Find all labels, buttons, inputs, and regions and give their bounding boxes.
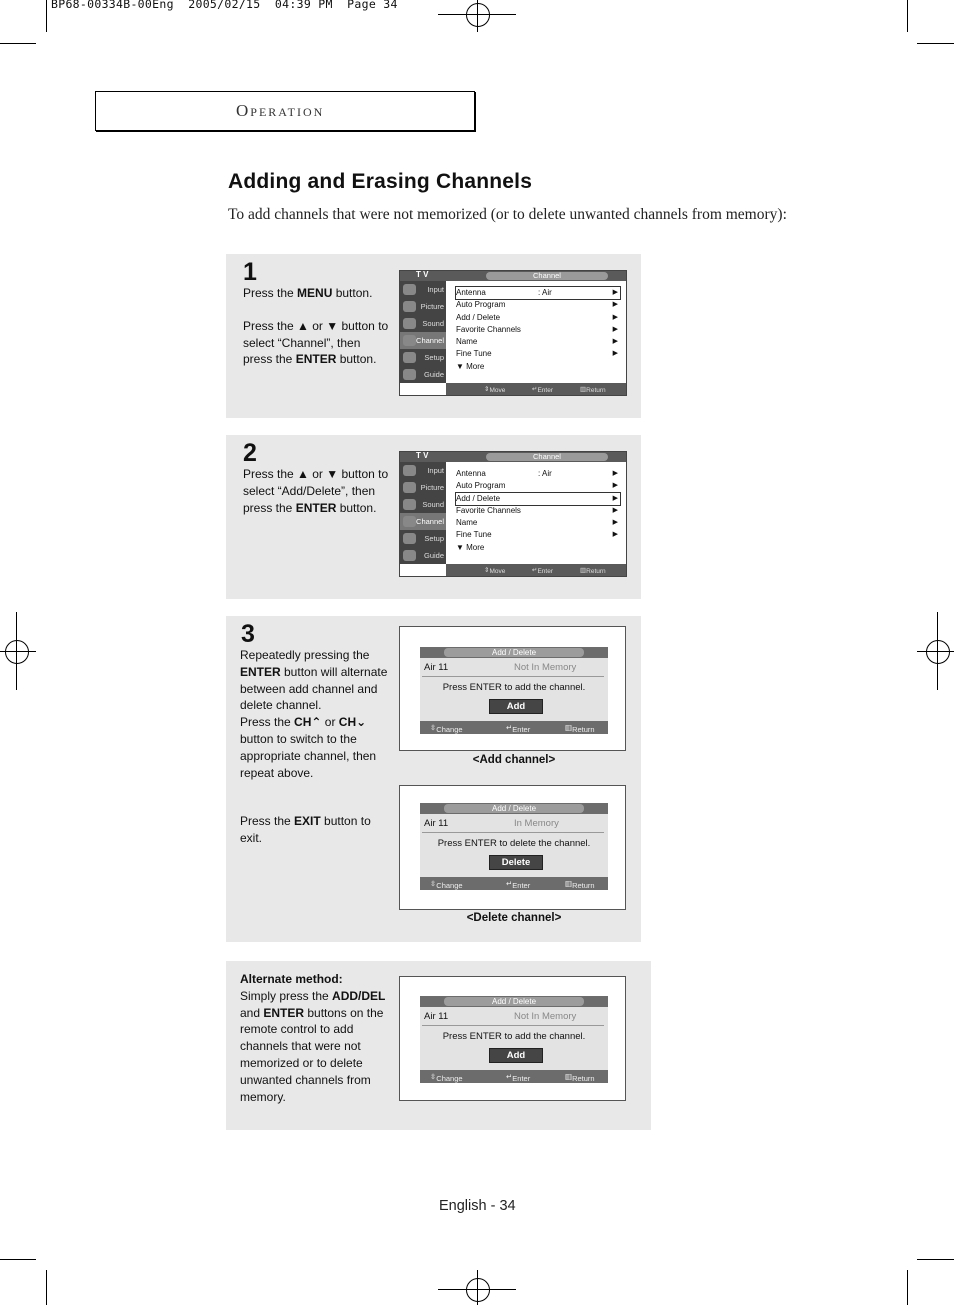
- menu-item-favorite-channels[interactable]: Favorite Channels ▶: [456, 324, 620, 336]
- channel-label: Air 11: [424, 1011, 449, 1022]
- step-3-instructions: [240, 647, 390, 781]
- arrow-down-icon: ▼: [456, 361, 467, 371]
- menu-item-fine-tune[interactable]: Fine Tune ▶: [456, 348, 620, 360]
- dialog-message: Press ENTER to add the channel.: [442, 682, 586, 693]
- arrow-right-icon: ▶: [612, 506, 618, 514]
- sidebar-item-setup[interactable]: Setup: [400, 530, 446, 547]
- tv-menu-list: [456, 468, 620, 554]
- move-hint: ⇕ Move: [484, 386, 506, 394]
- page-title: Adding and Erasing Channels: [228, 170, 533, 193]
- crop-mark: [16, 612, 17, 690]
- arrow-right-icon: ▶: [612, 289, 618, 296]
- registration-mark-icon: [466, 3, 490, 27]
- memory-status: In Memory: [514, 818, 559, 829]
- arrow-right-icon: ▶: [612, 519, 618, 527]
- sidebar-item-picture[interactable]: Picture: [400, 479, 446, 496]
- paragraph: Press the EXIT button to exit.: [240, 814, 371, 845]
- tv-menu-list: [456, 287, 620, 373]
- sidebar-item-sound[interactable]: Sound: [400, 315, 446, 332]
- dialog-title: Add / Delete: [444, 648, 584, 657]
- caption-add-channel: <Add channel>: [472, 754, 556, 766]
- crop-mark: [477, 0, 478, 32]
- arrow-right-icon: ▶: [612, 301, 618, 309]
- sidebar-item-input[interactable]: Input: [400, 462, 446, 479]
- setup-icon: [403, 352, 416, 363]
- menu-item-auto-program[interactable]: Auto Program ▶: [456, 299, 620, 311]
- enter-hint: ↵ Enter: [532, 567, 553, 575]
- tv-menu-title: Channel: [486, 272, 608, 280]
- crop-mark: [917, 43, 954, 44]
- dialog-footer: [420, 877, 608, 890]
- sound-icon: [403, 499, 416, 510]
- tv-menu-footer: [446, 383, 626, 395]
- section-header: [95, 91, 475, 131]
- channel-label: Air 11: [424, 818, 449, 829]
- section-label: Operation: [236, 101, 325, 120]
- crop-mark: [477, 1270, 478, 1305]
- add-button[interactable]: Add: [489, 699, 543, 714]
- paragraph: Press the ▲ or ▼ button to select “Add/Delete”, then press the ENTER button.: [243, 467, 389, 515]
- sidebar-item-setup[interactable]: Setup: [400, 349, 446, 366]
- enter-hint: ↵ Enter: [506, 723, 531, 734]
- step-2-instructions: [243, 466, 393, 516]
- alternate-heading: Alternate method:: [240, 972, 343, 986]
- arrow-right-icon: ▶: [612, 482, 618, 490]
- exit-instructions: [240, 813, 390, 847]
- dialog-message: Press ENTER to add the channel.: [442, 1031, 586, 1042]
- chevron-up-icon: ⌃: [311, 715, 322, 730]
- add-delete-dialog: [420, 803, 608, 890]
- arrow-right-icon: ▶: [612, 350, 618, 358]
- menu-item-fine-tune[interactable]: Fine Tune ▶: [456, 529, 620, 541]
- divider: [422, 676, 604, 677]
- enter-hint: ↵ Enter: [506, 1072, 531, 1083]
- return-hint: ▥ Return: [580, 567, 606, 575]
- menu-item-antenna[interactable]: Antenna : Air ▶: [456, 468, 620, 480]
- paragraph: Press the ▲ or ▼ button to select “Channel”, then press the ENTER button.: [243, 318, 389, 367]
- arrow-right-icon: ▶: [612, 531, 618, 539]
- menu-item-antenna[interactable]: Antenna : Air ▶: [456, 287, 620, 299]
- chevron-down-icon: ⌄: [356, 715, 367, 730]
- sidebar-item-channel[interactable]: Channel: [400, 332, 446, 349]
- guide-icon: [403, 550, 416, 561]
- tv-menu-header: T V Channel: [400, 452, 626, 462]
- crop-mark: [917, 1259, 954, 1260]
- picture-icon: [403, 482, 416, 493]
- step-number: 1: [243, 258, 257, 286]
- alternate-instructions: [240, 971, 390, 1105]
- step-number: 2: [243, 439, 257, 467]
- crop-mark: [907, 1270, 908, 1305]
- guide-icon: [403, 369, 416, 380]
- arrow-right-icon: ▶: [612, 470, 618, 477]
- tv-sidebar: [400, 281, 446, 383]
- crop-mark: [917, 651, 954, 652]
- sidebar-item-picture[interactable]: Picture: [400, 298, 446, 315]
- move-hint: ⇕ Move: [484, 567, 506, 575]
- menu-item-more[interactable]: ▼ More: [456, 542, 485, 552]
- dialog-footer: [420, 1070, 608, 1083]
- crop-mark: [907, 0, 908, 32]
- menu-item-auto-program[interactable]: Auto Program ▶: [456, 480, 620, 492]
- sidebar-item-channel[interactable]: Channel: [400, 513, 446, 530]
- crop-mark: [937, 612, 938, 690]
- print-header: BP68-00334B-00Eng 2005/02/15 04:39 PM Page 34: [51, 0, 398, 11]
- menu-item-name[interactable]: Name ▶: [456, 336, 620, 348]
- intro-text: To add channels that were not memorized (or to delete unwanted channels from memory):: [228, 206, 787, 223]
- registration-mark-icon: [5, 640, 29, 664]
- channel-label: Air 11: [424, 662, 449, 673]
- crop-mark: [0, 651, 36, 652]
- input-icon: [403, 284, 416, 295]
- arrow-right-icon: ▶: [612, 338, 618, 346]
- arrow-right-icon: ▶: [612, 313, 618, 321]
- arrow-right-icon: ▶: [612, 325, 618, 333]
- delete-channel-screen: [399, 785, 626, 910]
- add-button[interactable]: Add: [489, 1048, 543, 1063]
- memory-status: Not In Memory: [514, 1011, 577, 1022]
- sound-icon: [403, 318, 416, 329]
- dialog-title: Add / Delete: [444, 997, 584, 1006]
- crop-mark: [0, 1259, 36, 1260]
- crop-mark: [46, 0, 47, 32]
- divider: [422, 832, 604, 833]
- sidebar-item-guide[interactable]: Guide: [400, 547, 446, 564]
- registration-mark-icon: [926, 640, 950, 664]
- menu-item-favorite-channels[interactable]: Favorite Channels ▶: [456, 505, 620, 517]
- add-delete-dialog: [420, 647, 608, 734]
- change-hint: ⇳ Change: [430, 1072, 463, 1083]
- channel-icon: [403, 516, 416, 527]
- tv-menu-channel: [399, 270, 627, 396]
- return-hint: ▥ Return: [580, 386, 606, 394]
- return-hint: ▥ Return: [565, 1072, 595, 1083]
- enter-hint: ↵ Enter: [506, 879, 531, 890]
- menu-item-name[interactable]: Name ▶: [456, 517, 620, 529]
- arrow-right-icon: ▶: [612, 494, 618, 502]
- arrow-down-icon: ▼: [456, 542, 467, 552]
- add-channel-screen: [399, 626, 626, 751]
- step-1-instructions: [243, 285, 393, 368]
- add-delete-dialog: [420, 996, 608, 1083]
- caption-delete-channel: <Delete channel>: [466, 912, 562, 924]
- tv-menu-footer: [446, 564, 626, 576]
- crop-mark: [0, 43, 36, 44]
- setup-icon: [403, 533, 416, 544]
- sidebar-item-input[interactable]: Input: [400, 281, 446, 298]
- delete-button[interactable]: Delete: [489, 855, 543, 870]
- return-hint: ▥ Return: [565, 879, 595, 890]
- enter-hint: ↵ Enter: [532, 386, 553, 394]
- menu-item-add-delete[interactable]: Add / Delete ▶: [456, 493, 620, 505]
- paragraph: Simply press the ADD/DEL and ENTER buttons on the remote control to add channels that were not memorized or to delete unwanted channels from memory.: [240, 988, 386, 1104]
- dialog-message: Press ENTER to delete the channel.: [437, 838, 591, 849]
- paragraph: Press the CH⌃ or CH⌄ button to switch to the appropriate channel, then repeat above.: [240, 715, 377, 780]
- crop-mark: [46, 1270, 47, 1305]
- tv-sidebar: [400, 462, 446, 564]
- divider: [422, 1025, 604, 1026]
- paragraph: Press the MENU button.: [243, 286, 373, 300]
- step-number: 3: [241, 620, 255, 648]
- dialog-footer: [420, 721, 608, 734]
- menu-item-add-delete[interactable]: Add / Delete ▶: [456, 312, 620, 324]
- alternate-add-screen: [399, 976, 626, 1101]
- menu-item-more[interactable]: ▼ More: [456, 361, 485, 371]
- return-hint: ▥ Return: [565, 723, 595, 734]
- registration-mark-icon: [466, 1278, 490, 1302]
- tv-menu-channel: [399, 451, 627, 577]
- picture-icon: [403, 301, 416, 312]
- dialog-title: Add / Delete: [444, 804, 584, 813]
- memory-status: Not In Memory: [514, 662, 577, 673]
- paragraph: Repeatedly pressing the ENTER button will alternate between add channel and delete channel.: [240, 648, 388, 713]
- tv-menu-title: Channel: [486, 453, 608, 461]
- change-hint: ⇳ Change: [430, 879, 463, 890]
- tv-menu-header: T V Channel: [400, 271, 626, 281]
- page-footer: English - 34: [439, 1198, 516, 1214]
- channel-icon: [403, 335, 416, 346]
- sidebar-item-guide[interactable]: Guide: [400, 366, 446, 383]
- sidebar-item-sound[interactable]: Sound: [400, 496, 446, 513]
- input-icon: [403, 465, 416, 476]
- change-hint: ⇳ Change: [430, 723, 463, 734]
